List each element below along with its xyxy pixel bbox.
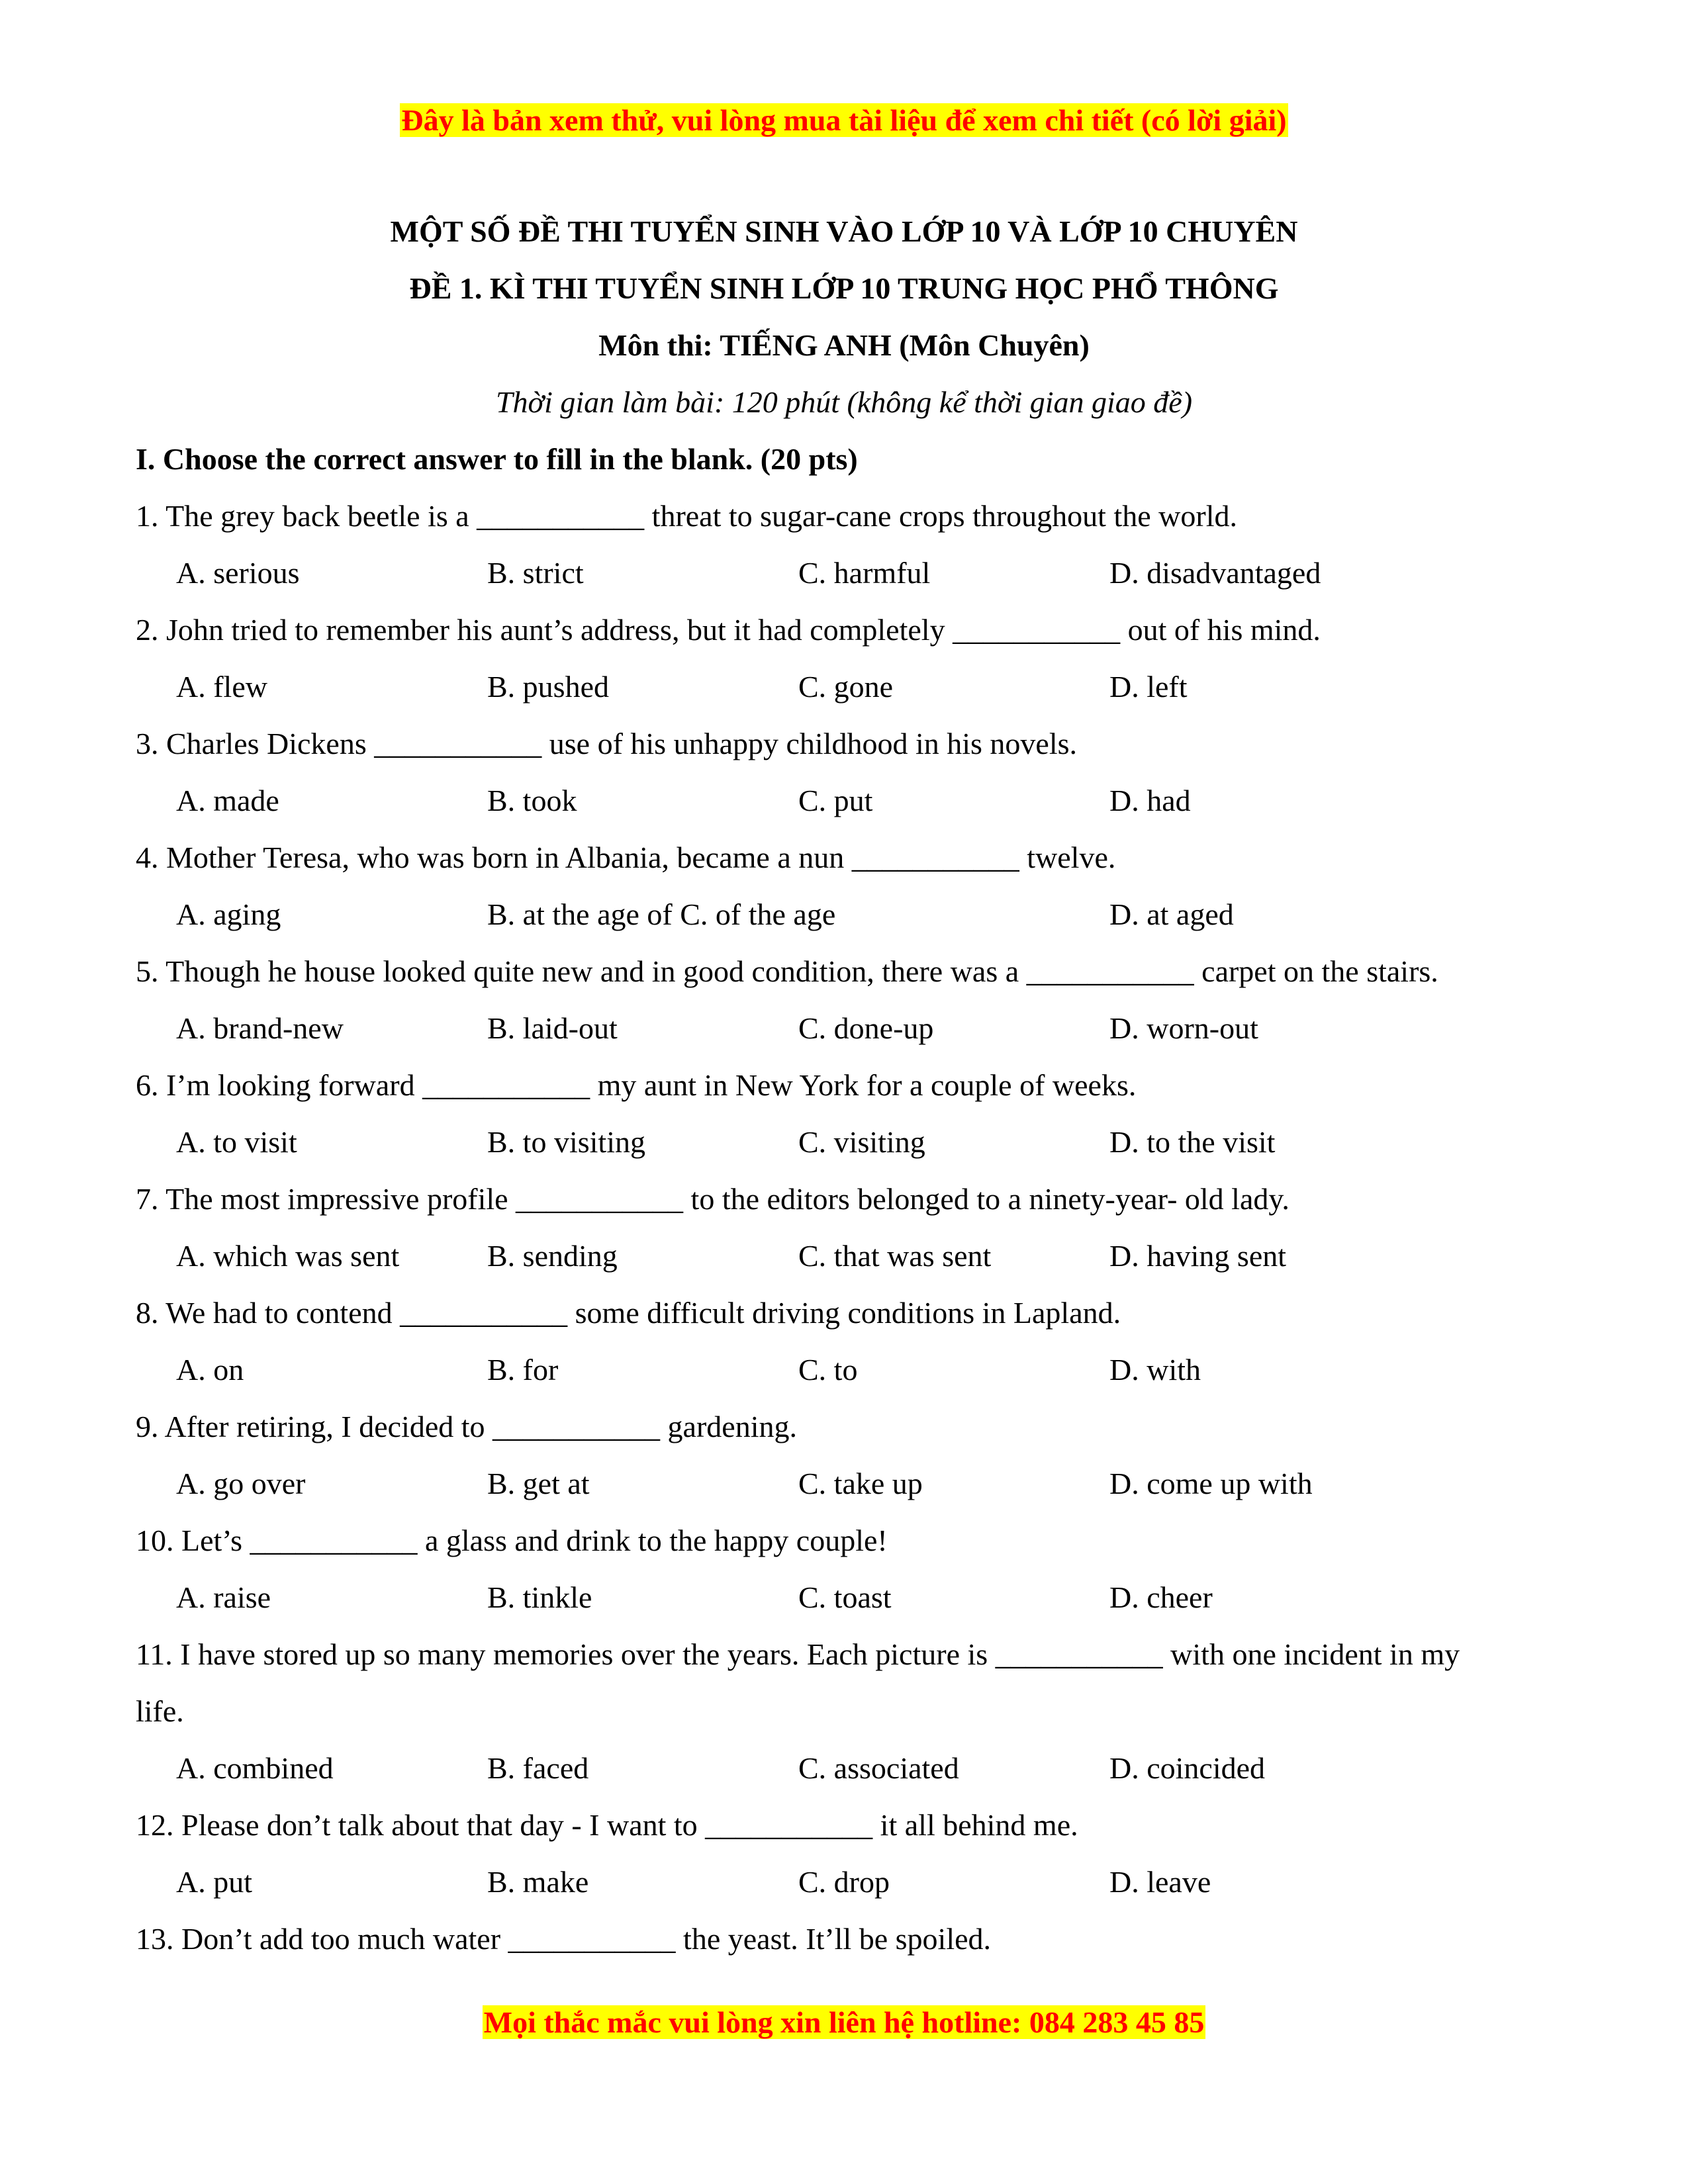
- option-a: A. serious: [176, 556, 300, 590]
- question-text: 6. I’m looking forward ___________ my aunt in New York for a couple of weeks.: [136, 1068, 1137, 1102]
- option-c: C. gone: [798, 670, 894, 704]
- exam-title: ĐỀ 1. KÌ THI TUYỂN SINH LỚP 10 TRUNG HỌC PHỔ THÔNG: [409, 271, 1279, 305]
- option-a: A. which was sent: [176, 1239, 400, 1273]
- question-text: 9. After retiring, I decided to ___________ gardening.: [136, 1410, 797, 1443]
- option-a: A. go over: [176, 1467, 306, 1500]
- option-d: D. to the visit: [1109, 1125, 1276, 1159]
- option-a: A. made: [176, 784, 279, 817]
- option-d: D. leave: [1109, 1865, 1211, 1899]
- question-text: 7. The most impressive profile ___________ to the editors belonged to a ninety-year- old lady.: [136, 1182, 1289, 1216]
- option-c: C. take up: [798, 1467, 923, 1500]
- option-b: B. strict: [487, 556, 584, 590]
- answer-options: [0, 668, 1688, 705]
- option-a: A. brand-new: [176, 1011, 344, 1045]
- question-text: 13. Don’t add too much water ___________ the yeast. It’ll be spoiled.: [136, 1922, 992, 1956]
- answer-options: [0, 896, 1688, 933]
- option-d: D. with: [1109, 1353, 1201, 1387]
- option-c: C. associated: [798, 1751, 959, 1785]
- option-d: D. disadvantaged: [1109, 556, 1321, 590]
- option-d: D. left: [1109, 670, 1188, 704]
- question-text: 8. We had to contend ___________ some difficult driving conditions in Lapland.: [136, 1296, 1121, 1330]
- option-c: C. put: [798, 784, 873, 817]
- option-b: B. sending: [487, 1239, 618, 1273]
- option-c: C. drop: [798, 1865, 890, 1899]
- answer-options: [0, 1124, 1688, 1161]
- option-a: A. on: [176, 1353, 244, 1387]
- option-b: B. for: [487, 1353, 559, 1387]
- option-d: D. having sent: [1109, 1239, 1287, 1273]
- answer-options: [0, 1465, 1688, 1502]
- option-b-and-c: B. at the age of C. of the age: [487, 897, 836, 931]
- question-text: 1. The grey back beetle is a ___________ threat to sugar-cane crops throughout the world.: [136, 499, 1237, 533]
- option-d: D. come up with: [1109, 1467, 1313, 1500]
- option-c: C. done-up: [798, 1011, 934, 1045]
- answer-options: [0, 555, 1688, 592]
- question-text: 12. Please don’t talk about that day - I want to ___________ it all behind me.: [136, 1808, 1078, 1842]
- option-a: A. combined: [176, 1751, 334, 1785]
- section-heading: I. Choose the correct answer to fill in the blank. (20 pts): [136, 442, 858, 476]
- option-b: B. make: [487, 1865, 589, 1899]
- option-b: B. faced: [487, 1751, 589, 1785]
- exam-duration: Thời gian làm bài: 120 phút (không kể thời gian giao đề): [495, 385, 1193, 419]
- document-title: MỘT SỐ ĐỀ THI TUYỂN SINH VÀO LỚP 10 VÀ LỚP 10 CHUYÊN: [390, 214, 1298, 248]
- preview-notice-text: Đây là bản xem thử, vui lòng mua tài liệu để xem chi tiết (có lời giải): [401, 103, 1287, 137]
- question-text: 5. Though he house looked quite new and in good condition, there was a ___________ carpet on the stairs.: [136, 954, 1438, 988]
- answer-options: [0, 1864, 1688, 1901]
- option-c: C. harmful: [798, 556, 931, 590]
- question-text: 10. Let’s ___________ a glass and drink to the happy couple!: [136, 1524, 888, 1557]
- hotline-text: Mọi thắc mắc vui lòng xin liên hệ hotline: 084 283 45 85: [483, 2005, 1205, 2039]
- question-text: 3. Charles Dickens ___________ use of his unhappy childhood in his novels.: [136, 727, 1078, 760]
- option-d: D. cheer: [1109, 1580, 1213, 1614]
- answer-options: [0, 782, 1688, 819]
- option-b: B. tinkle: [487, 1580, 592, 1614]
- answer-options: [0, 1351, 1688, 1388]
- option-c: C. visiting: [798, 1125, 925, 1159]
- option-b: B. to visiting: [487, 1125, 645, 1159]
- answer-options: [0, 1750, 1688, 1787]
- option-b: B. laid-out: [487, 1011, 618, 1045]
- option-d: D. at aged: [1109, 897, 1234, 931]
- question-text: 11. I have stored up so many memories over the years. Each picture is ___________ with one incident in my: [136, 1637, 1460, 1671]
- option-a: A. flew: [176, 670, 267, 704]
- option-d: D. had: [1109, 784, 1191, 817]
- hotline-banner: [0, 2004, 1688, 2041]
- option-c: C. toast: [798, 1580, 892, 1614]
- answer-options: [0, 1010, 1688, 1047]
- answer-options: [0, 1579, 1688, 1616]
- option-a: A. to visit: [176, 1125, 297, 1159]
- option-d: D. coincided: [1109, 1751, 1266, 1785]
- option-c: C. that was sent: [798, 1239, 992, 1273]
- option-a: A. raise: [176, 1580, 271, 1614]
- option-d: D. worn-out: [1109, 1011, 1258, 1045]
- question-text: 4. Mother Teresa, who was born in Albania, became a nun ___________ twelve.: [136, 841, 1116, 874]
- subject-title: Môn thi: TIẾNG ANH (Môn Chuyên): [598, 328, 1090, 362]
- question-text: 2. John tried to remember his aunt’s address, but it had completely ___________ out of his mind.: [136, 613, 1321, 647]
- preview-notice-banner: [0, 102, 1688, 139]
- answer-options: [0, 1238, 1688, 1275]
- option-b: B. pushed: [487, 670, 609, 704]
- option-c: C. to: [798, 1353, 858, 1387]
- option-b: B. took: [487, 784, 577, 817]
- option-a: A. aging: [176, 897, 281, 931]
- option-a: A. put: [176, 1865, 252, 1899]
- question-text-continued: life.: [136, 1694, 184, 1728]
- option-b: B. get at: [487, 1467, 590, 1500]
